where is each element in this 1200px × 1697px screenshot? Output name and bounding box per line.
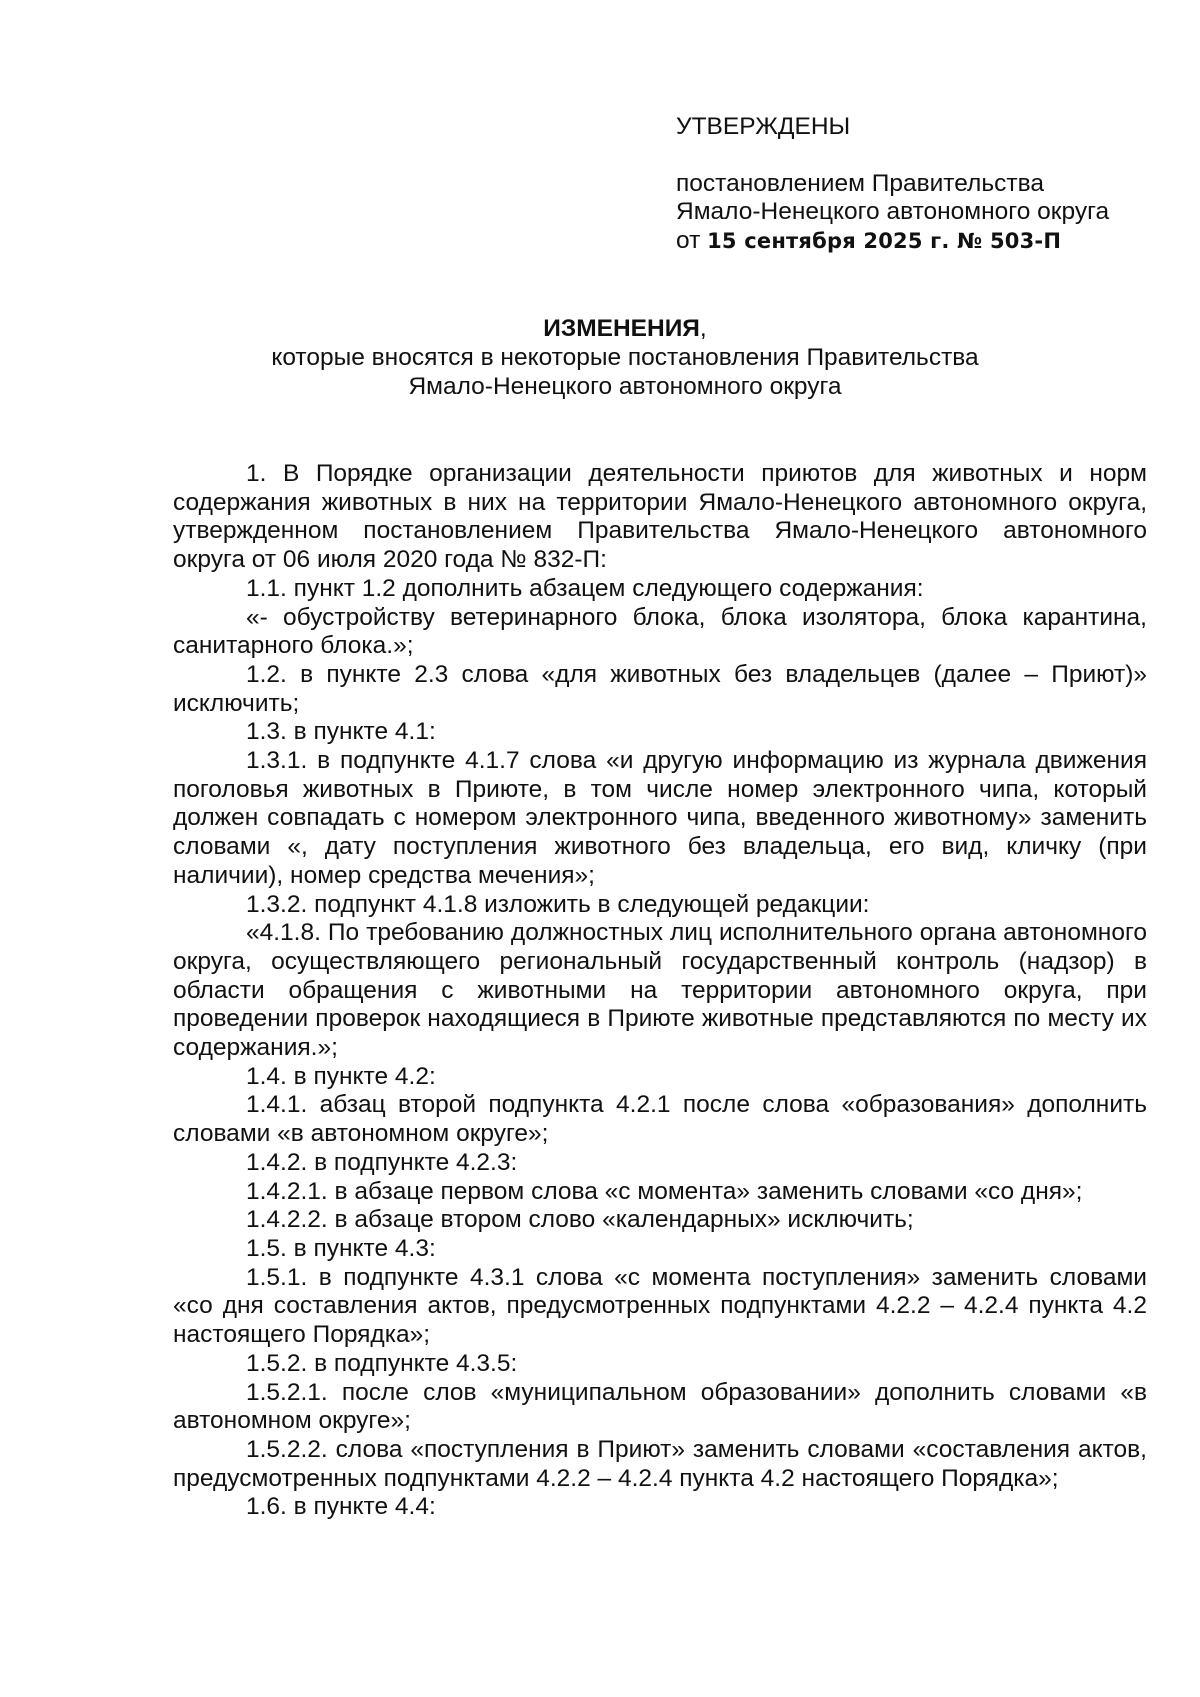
paragraph-1-3-1: 1.3.1. в подпункте 4.1.7 слова «и другую информацию из журнала движения поголовья животных в Приюте, в том числе номер электронного чипа, который должен совпадать с номером электронного чипа, введенного животному» заменить словами «, дату поступления животного без владельца, его вид, кличку (при наличии), номер средства мечения»; (173, 747, 1147, 889)
paragraph-1-4-1: 1.4.1. абзац второй подпункта 4.2.1 после слова «образования» дополнить словами «в автономном округе»; (173, 1091, 1147, 1148)
paragraph-1-5: 1.5. в пункте 4.3: (246, 1234, 436, 1262)
paragraph-1-1: 1.1. пункт 1.2 дополнить абзацем следующего содержания: (246, 574, 924, 602)
paragraph-1-4-2: 1.4.2. в подпункте 4.2.3: (246, 1148, 518, 1176)
approval-date-prefix: от (676, 226, 701, 254)
paragraph-1-1-text: «- обустройству ветеринарного блока, блока изолятора, блока карантина, санитарного блока.»; (173, 603, 1147, 660)
paragraph-4-1-8-quote: «4.1.8. По требованию должностных лиц исполнительного органа автономного округа, осуществляющего региональный государственный контроль (надзор) в области обращения с животными на территории автономного округа, при проведении проверок находящиеся в Приюте животные представляются по месту их содержания.»; (173, 919, 1147, 1062)
approval-line-1: постановлением Правительства (676, 169, 1044, 197)
approval-date-number: 15 сентября 2025 г. № 503-П (707, 228, 1062, 253)
approval-date-line (676, 227, 1146, 256)
heading-title-suffix: , (699, 315, 707, 342)
document-body (173, 460, 1147, 1522)
heading-subtitle-2: Ямало-Ненецкого автономного округа (408, 373, 842, 400)
paragraph-1-4-2-2: 1.4.2.2. в абзаце втором слово «календарных» исключить; (246, 1206, 914, 1234)
heading-title: ИЗМЕНЕНИЯ (543, 315, 700, 342)
paragraph-1-6: 1.6. в пункте 4.4: (246, 1493, 436, 1521)
paragraph-1-2: 1.2. в пункте 2.3 слова «для животных без владельцев (далее – Приют)» исключить; (173, 660, 1147, 717)
paragraph-1: 1. В Порядке организации деятельности приютов для животных и норм содержания животных в них на территории Ямало-Ненецкого автономного округа, утвержденном постановлением Правительства Ямало-Ненецкого автономного округа от 06 июля 2020 года № 832-П: (173, 460, 1147, 574)
paragraph-1-5-1: 1.5.1. в подпункте 4.3.1 слова «с момента поступления» заменить словами «со дня составления актов, предусмотренных подпунктами 4.2.2 – 4.2.4 пункта 4.2 настоящего Порядка»; (173, 1263, 1147, 1349)
approval-block (676, 113, 1146, 255)
document-heading (175, 314, 1075, 401)
heading-subtitle-1: которые вносятся в некоторые постановления Правительства (271, 344, 979, 371)
paragraph-1-4-2-1: 1.4.2.1. в абзаце первом слова «с момента» заменить словами «со дня»; (246, 1177, 1083, 1205)
paragraph-1-4: 1.4. в пункте 4.2: (246, 1062, 436, 1090)
paragraph-1-5-2-1: 1.5.2.1. после слов «муниципальном образовании» дополнить словами «в автономном округе»; (173, 1378, 1147, 1435)
approval-line-2: Ямало-Ненецкого автономного округа (676, 198, 1110, 225)
heading-title-line (175, 314, 1075, 343)
paragraph-1-5-2: 1.5.2. в подпункте 4.3.5: (246, 1349, 518, 1377)
paragraph-1-3-2: 1.3.2. подпункт 4.1.8 изложить в следующей редакции: (246, 890, 870, 918)
paragraph-1-3: 1.3. в пункте 4.1: (246, 718, 436, 746)
approval-title: УТВЕРЖДЕНЫ (676, 113, 851, 140)
paragraph-1-5-2-2: 1.5.2.2. слова «поступления в Приют» заменить словами «составления актов, предусмотренных подпунктами 4.2.2 – 4.2.4 пункта 4.2 настоящего Порядка»; (173, 1435, 1147, 1492)
